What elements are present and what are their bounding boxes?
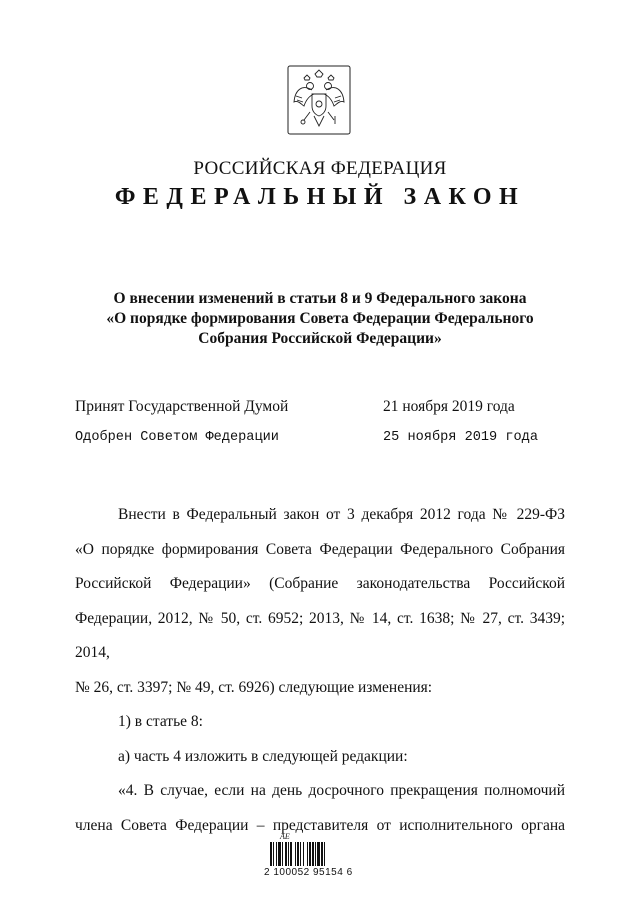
law-body xyxy=(75,498,565,843)
adoption-label: Принят Государственной Думой xyxy=(75,398,289,415)
list-item: а) часть 4 изложить в следующей редакции: xyxy=(118,747,408,765)
barcode-icon xyxy=(270,842,350,866)
law-heading xyxy=(60,289,580,349)
body-line: Федерации, 2012, № 50, ст. 6952; 2013, № 14, ст. 1638; № 27, ст. 3439; 2014, xyxy=(75,609,565,661)
heading-line: О внесении изменений в статьи 8 и 9 Федерального закона xyxy=(113,290,527,307)
body-line: Российской Федерации» (Собрание законодательства Российской xyxy=(75,575,565,592)
list-item: 1) в статье 8: xyxy=(118,713,203,730)
country-name: РОССИЙСКАЯ ФЕДЕРАЦИЯ xyxy=(193,158,447,179)
coat-of-arms-icon xyxy=(286,64,352,136)
barcode-mark: АЕ xyxy=(280,832,290,841)
barcode-number: 2 100052 95154 6 xyxy=(264,867,353,878)
body-line: № 26, ст. 3397; № 49, ст. 6926) следующие изменения: xyxy=(75,678,433,696)
body-line: «О порядке формирования Совета Федерации Федерального Собрания xyxy=(75,540,565,558)
adoption-date: 21 ноября 2019 года xyxy=(383,398,515,415)
quote-line: члена Совета Федерации – представителя от исполнительного органа xyxy=(75,816,565,834)
adoption-date: 25 ноября 2019 года xyxy=(383,430,538,445)
adoption-label: Одобрен Советом Федерации xyxy=(75,430,279,445)
barcode xyxy=(264,832,354,882)
heading-line: Собрания Российской Федерации» xyxy=(198,330,442,347)
document-type-title: ФЕДЕРАЛЬНЫЙ ЗАКОН xyxy=(114,184,526,210)
heading-line: «О порядке формирования Совета Федерации Федерального xyxy=(106,310,534,327)
quote-line: «4. В случае, если на день досрочного прекращения полномочий xyxy=(118,782,565,799)
body-line: Внести в Федеральный закон от 3 декабря 2012 года № 229-ФЗ xyxy=(118,506,565,523)
